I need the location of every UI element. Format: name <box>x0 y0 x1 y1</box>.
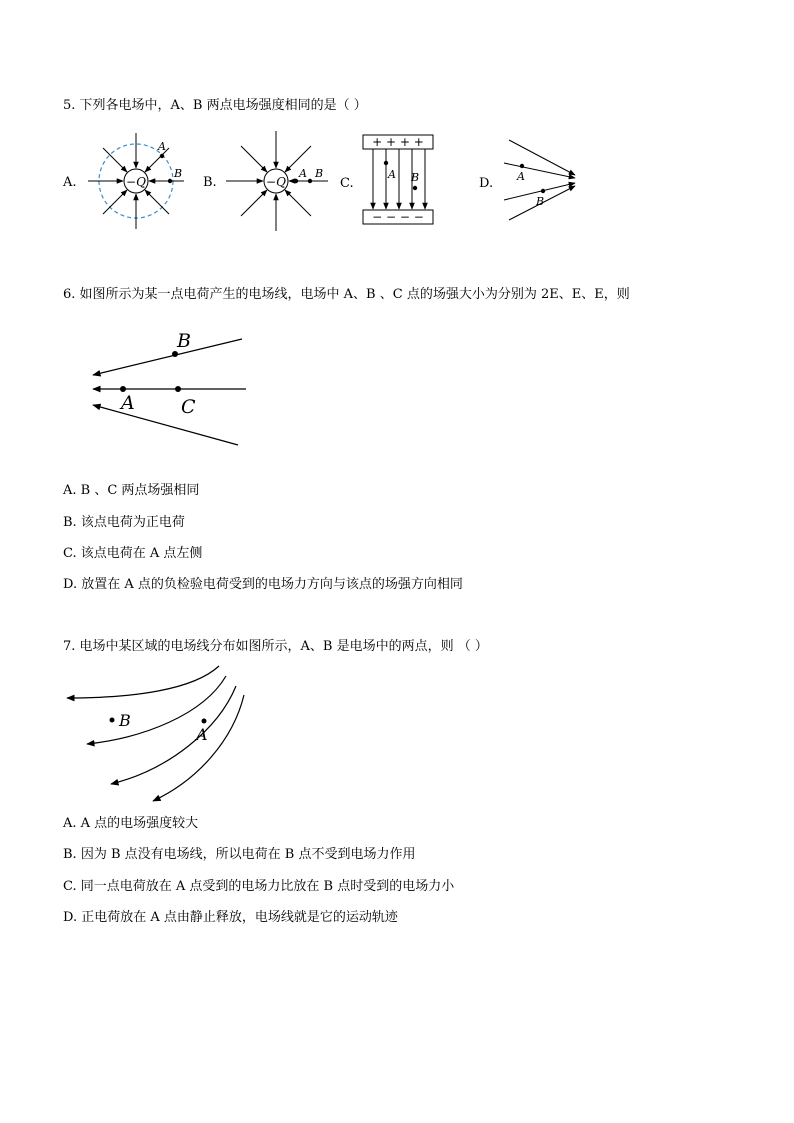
q7-option-b[interactable]: B. 因为 B 点没有电场线，所以电荷在 B 点不受到电场力作用 <box>63 847 416 862</box>
q5-b-charge-label: −Q <box>266 175 286 189</box>
q5-option-d[interactable] <box>479 135 589 225</box>
q6-option-d[interactable]: D. 放置在 A 点的负检验电荷受到的电场力方向与该点的场强方向相同 <box>63 577 463 592</box>
point-b <box>110 718 115 723</box>
plus-signs: + + + + <box>372 135 424 149</box>
field-lines <box>67 666 244 801</box>
point-a-label: A <box>121 392 135 414</box>
point-b-label: B <box>174 167 183 180</box>
q5-option-a[interactable] <box>63 128 183 238</box>
point-b-label: B <box>315 167 324 180</box>
q5-a-charge-label: −Q <box>126 175 146 189</box>
point-a-label: A <box>196 725 208 744</box>
point-a-label: A <box>388 168 396 181</box>
point-a <box>384 161 388 165</box>
q7-option-c[interactable]: C. 同一点电荷放在 A 点受到的电场力比放在 B 点时受到的电场力小 <box>63 879 455 894</box>
point-b-label: B <box>177 330 191 352</box>
q5-stem: 5. 下列各电场中，A、B 两点电场强度相同的是（ ） <box>63 98 367 113</box>
q6-figure <box>85 325 255 455</box>
point-a <box>160 154 164 158</box>
q5-option-c[interactable] <box>340 133 440 228</box>
q5-option-b[interactable] <box>203 128 333 238</box>
q7-figure <box>63 660 253 805</box>
point-b-label: B <box>536 195 545 208</box>
point-b <box>541 189 545 193</box>
point-b-label: B <box>119 711 131 730</box>
q5-option-b-label: B. <box>203 175 217 190</box>
field-lines <box>93 339 246 445</box>
minus-signs: − − − − <box>372 210 424 224</box>
point-a <box>202 719 207 724</box>
point-c-label: C <box>181 396 196 418</box>
q5-option-a-label: A. <box>63 175 77 190</box>
q6-stem: 6. 如图所示为某一点电荷产生的电场线，电场中 A、B 、C 点的场强大小为分别为 2E、E、E，则 <box>63 287 630 302</box>
point-a <box>520 164 524 168</box>
point-a-label: A <box>158 140 166 153</box>
q6-option-b[interactable]: B. 该点电荷为正电荷 <box>63 515 185 530</box>
q6-option-c[interactable]: C. 该点电荷在 A 点左侧 <box>63 546 203 561</box>
point-a-label: A <box>299 167 307 180</box>
point-a-label: A <box>517 170 525 183</box>
point-a <box>294 179 298 183</box>
point-b <box>308 179 312 183</box>
q7-stem: 7. 电场中某区域的电场线分布如图所示，A、B 是电场中的两点，则 （ ） <box>63 639 488 654</box>
q7-option-a[interactable]: A. A 点的电场强度较大 <box>63 816 199 831</box>
point-c <box>175 386 181 392</box>
point-b-label: B <box>411 171 420 184</box>
q7-option-d[interactable]: D. 正电荷放在 A 点由静止释放，电场线就是它的运动轨迹 <box>63 910 398 925</box>
q5-option-d-label: D. <box>479 176 494 191</box>
point-b <box>413 186 417 190</box>
point-b <box>168 179 172 183</box>
field-lines <box>504 140 575 220</box>
q6-option-a[interactable]: A. B 、C 两点场强相同 <box>63 483 200 498</box>
q5-option-c-label: C. <box>340 176 354 191</box>
